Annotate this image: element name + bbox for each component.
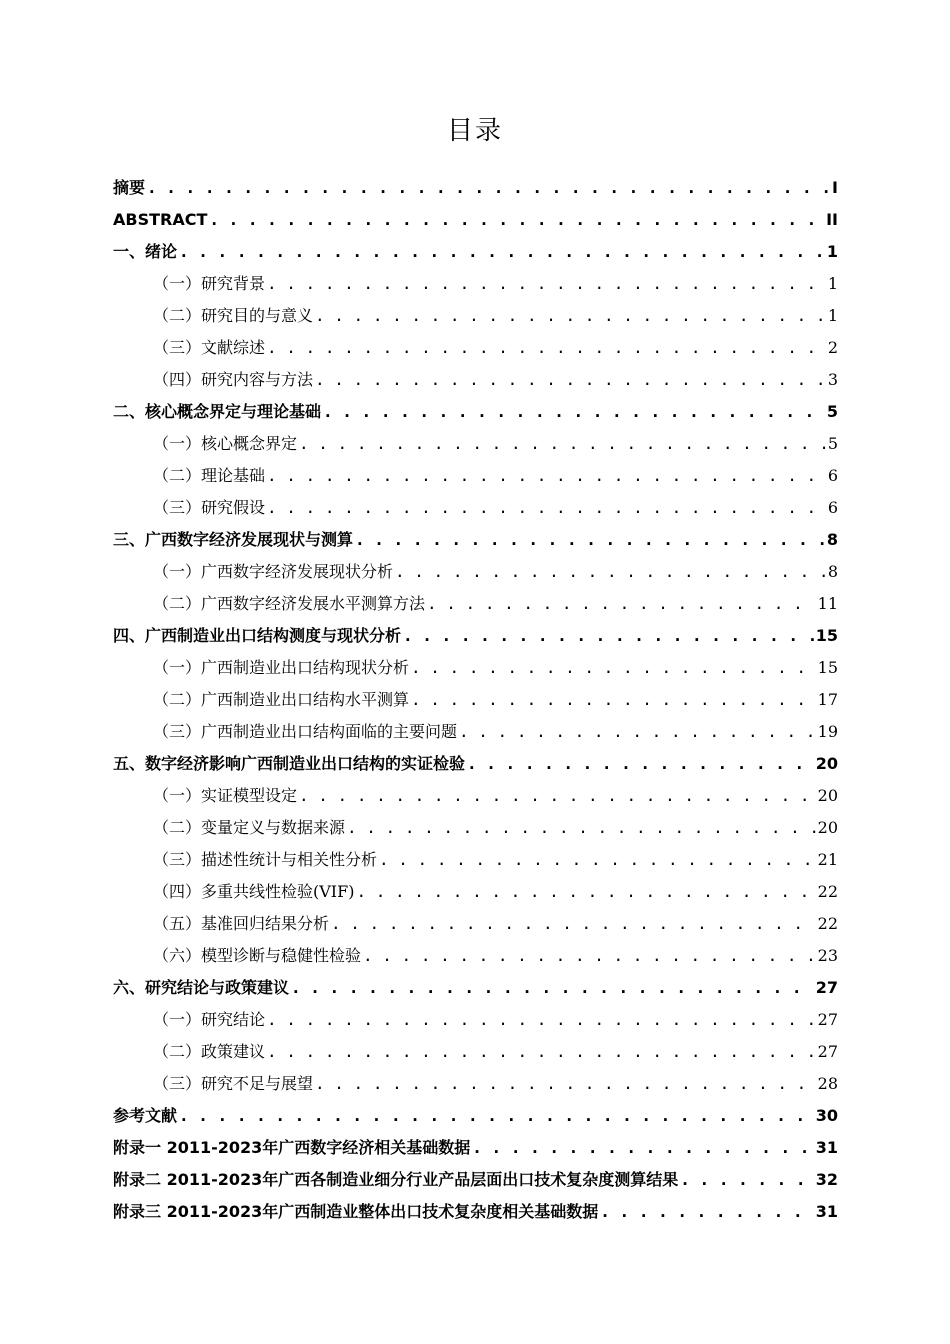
toc-entry-title: （二）政策建议 — [153, 1042, 266, 1061]
toc-entry-title: （四）多重共线性检验(VIF) — [153, 882, 355, 901]
toc-dot-leader — [209, 204, 824, 236]
toc-entry-title: 附录一 2011-2023年广西数字经济相关基础数据 — [113, 1138, 471, 1157]
toc-entry-section[interactable] — [113, 780, 838, 812]
toc-page-number: 22 — [817, 882, 838, 901]
toc-page-number: 22 — [817, 914, 838, 933]
toc-entry-section[interactable] — [113, 428, 838, 460]
toc-entry-title: 一、绪论 — [113, 242, 178, 261]
toc-dot-leader — [356, 876, 815, 908]
toc-page-number: II — [826, 210, 838, 229]
toc-entry-chapter[interactable] — [113, 524, 838, 556]
toc-entry-chapter[interactable] — [113, 1100, 838, 1132]
toc-entry-title: （二）理论基础 — [153, 466, 266, 485]
toc-entry-section[interactable] — [113, 876, 838, 908]
toc-page-number: 6 — [827, 466, 838, 485]
toc-entry-title: （一）广西数字经济发展现状分析 — [153, 562, 394, 581]
toc-entry-chapter[interactable] — [113, 1164, 838, 1196]
toc-dot-leader — [347, 812, 816, 844]
toc-page-number: 6 — [827, 498, 838, 517]
toc-page-number: 28 — [817, 1074, 838, 1093]
toc-entry-section[interactable] — [113, 300, 838, 332]
toc-entry-title: （二）广西数字经济发展水平测算方法 — [153, 594, 426, 613]
toc-page-number: 1 — [827, 274, 838, 293]
toc-dot-leader — [315, 300, 826, 332]
toc-entry-section[interactable] — [113, 812, 838, 844]
toc-page-number: 30 — [815, 1106, 838, 1125]
toc-entry-section[interactable] — [113, 556, 838, 588]
toc-page-number: 1 — [827, 306, 838, 325]
toc-page-number: 5 — [826, 402, 838, 421]
toc-dot-leader — [411, 652, 816, 684]
toc-page-number: 2 — [827, 338, 838, 357]
toc-dot-leader — [147, 172, 830, 204]
toc-entry-title: （二）广西制造业出口结构水平测算 — [153, 690, 410, 709]
toc-page-number: 21 — [817, 850, 838, 869]
toc-entry-title: 四、广西制造业出口结构测度与现状分析 — [113, 626, 402, 645]
toc-page-number: 8 — [826, 530, 838, 549]
toc-page-number: 17 — [817, 690, 838, 709]
toc-entry-title: （三）描述性统计与相关性分析 — [153, 850, 378, 869]
toc-dot-leader — [315, 364, 826, 396]
toc-entry-chapter[interactable] — [113, 236, 838, 268]
toc-entry-title: （二）变量定义与数据来源 — [153, 818, 346, 837]
toc-page-number: 31 — [815, 1202, 838, 1221]
toc-entry-chapter[interactable] — [113, 396, 838, 428]
toc-entry-title: （二）研究目的与意义 — [153, 306, 314, 325]
toc-entry-section[interactable] — [113, 684, 838, 716]
toc-page-number: 1 — [826, 242, 838, 261]
toc-dot-leader — [267, 460, 826, 492]
toc-entry-title: 五、数字经济影响广西制造业出口结构的实证检验 — [113, 754, 466, 773]
toc-entry-title: （六）模型诊断与稳健性检验 — [153, 946, 362, 965]
toc-entry-title: ABSTRACT — [113, 210, 208, 229]
toc-page-number: 20 — [817, 818, 838, 837]
toc-dot-leader — [291, 972, 814, 1004]
toc-entry-title: 六、研究结论与政策建议 — [113, 978, 290, 997]
toc-page-number: 20 — [815, 754, 838, 773]
toc-dot-leader — [411, 684, 816, 716]
toc-dot-leader — [472, 1132, 813, 1164]
toc-entry-chapter[interactable] — [113, 620, 838, 652]
toc-entry-title: （一）研究结论 — [153, 1010, 266, 1029]
toc-dot-leader — [331, 908, 816, 940]
toc-dot-leader — [179, 1100, 814, 1132]
toc-entry-section[interactable] — [113, 588, 838, 620]
toc-entry-title: （三）研究不足与展望 — [153, 1074, 314, 1093]
toc-dot-leader — [323, 396, 825, 428]
toc-page-number: 5 — [827, 434, 838, 453]
toc-entry-title: 参考文献 — [113, 1106, 178, 1125]
toc-dot-leader — [459, 716, 816, 748]
toc-entry-section[interactable] — [113, 332, 838, 364]
toc-entry-section[interactable] — [113, 1004, 838, 1036]
toc-entry-section[interactable] — [113, 844, 838, 876]
toc-entry-section[interactable] — [113, 908, 838, 940]
toc-dot-leader — [363, 940, 816, 972]
toc-dot-leader — [403, 620, 814, 652]
toc-page-number: 20 — [817, 786, 838, 805]
toc-entry-title: （一）广西制造业出口结构现状分析 — [153, 658, 410, 677]
toc-entry-section[interactable] — [113, 1036, 838, 1068]
toc-entry-title: （三）文献综述 — [153, 338, 266, 357]
toc-entry-chapter[interactable] — [113, 1132, 838, 1164]
toc-entry-title: （三）研究假设 — [153, 498, 266, 517]
toc-entry-title: 附录三 2011-2023年广西制造业整体出口技术复杂度相关基础数据 — [113, 1202, 599, 1221]
toc-entry-title: （五）基准回归结果分析 — [153, 914, 330, 933]
toc-page-number: 15 — [817, 658, 838, 677]
toc-entry-section[interactable] — [113, 460, 838, 492]
toc-page-number: 23 — [817, 946, 838, 965]
toc-entry-chapter[interactable] — [113, 172, 838, 204]
toc-page-number: 27 — [817, 1042, 838, 1061]
toc-dot-leader — [267, 1036, 816, 1068]
toc-entry-chapter[interactable] — [113, 1196, 838, 1228]
toc-dot-leader — [427, 588, 816, 620]
toc-entry-title: （三）广西制造业出口结构面临的主要问题 — [153, 722, 458, 741]
toc-page-number: 32 — [815, 1170, 838, 1189]
toc-entry-title: （四）研究内容与方法 — [153, 370, 314, 389]
toc-entry-section[interactable] — [113, 652, 838, 684]
toc-list — [113, 172, 838, 1228]
toc-dot-leader — [680, 1164, 813, 1196]
toc-dot-leader — [267, 268, 826, 300]
toc-dot-leader — [299, 428, 826, 460]
toc-dot-leader — [467, 748, 814, 780]
toc-dot-leader — [355, 524, 825, 556]
toc-page-number: 3 — [827, 370, 838, 389]
toc-entry-chapter[interactable] — [113, 748, 838, 780]
toc-page-number: 27 — [817, 1010, 838, 1029]
toc-entry-section[interactable] — [113, 364, 838, 396]
toc-dot-leader — [267, 332, 826, 364]
toc-dot-leader — [299, 780, 816, 812]
page-title: 目录 — [446, 116, 503, 146]
toc-dot-leader — [315, 1068, 816, 1100]
toc-entry-section[interactable] — [113, 1068, 838, 1100]
toc-entry-section[interactable] — [113, 268, 838, 300]
toc-dot-leader — [179, 236, 825, 268]
toc-page-number: 31 — [815, 1138, 838, 1157]
toc-page-number: I — [832, 178, 838, 197]
toc-entry-title: 附录二 2011-2023年广西各制造业细分行业产品层面出口技术复杂度测算结果 — [113, 1170, 679, 1189]
toc-entry-section[interactable] — [113, 940, 838, 972]
toc-entry-title: 摘要 — [113, 178, 146, 197]
toc-entry-section[interactable] — [113, 716, 838, 748]
toc-page-number: 11 — [817, 594, 838, 613]
toc-page-number: 19 — [817, 722, 838, 741]
toc-entry-title: 二、核心概念界定与理论基础 — [113, 402, 322, 421]
toc-entry-title: （一）实证模型设定 — [153, 786, 298, 805]
toc-page-number: 8 — [827, 562, 838, 581]
toc-dot-leader — [267, 492, 826, 524]
toc-dot-leader — [379, 844, 816, 876]
toc-entry-title: （一）核心概念界定 — [153, 434, 298, 453]
toc-dot-leader — [267, 1004, 816, 1036]
toc-entry-chapter[interactable] — [113, 204, 838, 236]
toc-entry-title: 三、广西数字经济发展现状与测算 — [113, 530, 354, 549]
toc-dot-leader — [600, 1196, 813, 1228]
toc-entry-chapter[interactable] — [113, 972, 838, 1004]
toc-dot-leader — [395, 556, 826, 588]
toc-entry-title: （一）研究背景 — [153, 274, 266, 293]
toc-entry-section[interactable] — [113, 492, 838, 524]
toc-page-number: 15 — [815, 626, 838, 645]
toc-page-number: 27 — [815, 978, 838, 997]
